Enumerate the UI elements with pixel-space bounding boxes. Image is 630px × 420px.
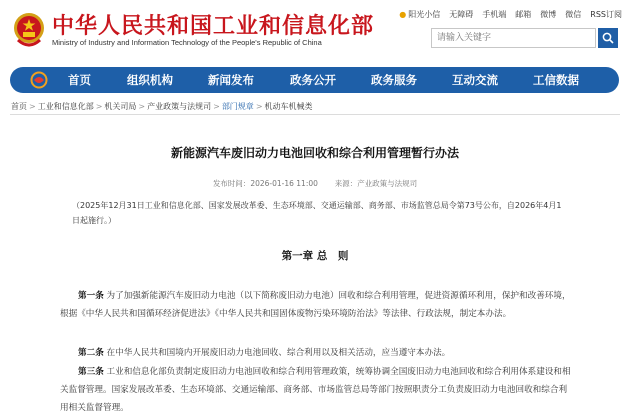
article-paragraph-2 — [60, 344, 575, 362]
search-icon — [602, 32, 614, 44]
article-meta — [0, 178, 630, 189]
toplink-mobile[interactable]: 手机端 — [482, 10, 507, 19]
sun-icon: ● — [399, 10, 407, 19]
search-box — [431, 28, 618, 48]
toplink-weibo[interactable]: 微博 — [540, 10, 557, 19]
breadcrumb-separator: > — [29, 102, 36, 111]
ministry-logo-icon — [29, 71, 49, 89]
nav-news[interactable]: 新闻发布 — [208, 73, 254, 87]
article-text: 为了加强新能源汽车废旧动力电池（以下简称废旧动力电池）回收和综合利用管理，促进资源循环利用，保护和改善环境，根据《中华人民共和国循环经济促进法》《中华人民共和国固体废物污染环境防治法》等法律、行政法规，制定本办法。 — [60, 291, 571, 319]
breadcrumb-policy-dept[interactable]: 产业政策与法规司 — [147, 102, 212, 111]
article-label: 第一条 — [78, 291, 104, 301]
national-emblem-icon — [12, 10, 46, 50]
breadcrumb-vehicle-category[interactable]: 机动车机械类 — [264, 102, 313, 111]
nav-home[interactable]: 首页 — [68, 73, 91, 87]
nav-interaction[interactable]: 互动交流 — [452, 73, 498, 87]
nav-government-services[interactable]: 政务服务 — [371, 73, 417, 87]
top-links — [399, 9, 622, 20]
breadcrumb-ministry[interactable]: 工业和信息化部 — [37, 102, 94, 111]
toplink-accessibility[interactable]: 无障碍 — [449, 10, 474, 19]
article-text: 工业和信息化部负责制定废旧动力电池回收和综合利用管理政策，统筹协调全国废旧动力电池回收和综合利用体系建设和相关监督管理。国家发展改革委、生态环境部、交通运输部、商务部、市场监管总局等部门按照职责分工负责废旧动力电池回收和综合利用相关监督管理。 — [60, 367, 571, 413]
publish-time: 2026-01-16 11:00 — [250, 179, 318, 188]
main-nav — [10, 67, 619, 93]
article-title: 新能源汽车废旧动力电池回收和综合利用管理暂行办法 — [170, 146, 459, 160]
publish-label: 发布时间： — [212, 179, 251, 188]
breadcrumb-separator: > — [95, 102, 103, 111]
breadcrumb — [11, 101, 313, 112]
breadcrumb-home[interactable]: 首页 — [11, 102, 27, 111]
article-label: 第三条 — [78, 367, 104, 377]
article-label: 第二条 — [78, 348, 104, 358]
nav-data[interactable]: 工信数据 — [533, 73, 579, 87]
breadcrumb-separator: > — [255, 102, 263, 111]
toplink-rss[interactable]: RSS订阅 — [590, 10, 622, 19]
site-title-english: Ministry of Industry and Information Technology of the People's Republic of China — [52, 38, 322, 47]
nav-government-affairs[interactable]: 政务公开 — [290, 73, 336, 87]
search-button[interactable] — [598, 28, 618, 48]
site-title[interactable]: 中华人民共和国工业和信息化部 — [52, 14, 375, 39]
source-value: 产业政策与法规司 — [357, 179, 418, 188]
breadcrumb-separator: > — [138, 102, 146, 111]
chapter-heading: 第一章 总 则 — [281, 250, 349, 262]
promulgation-note: （2025年12月31日工业和信息化部、国家发展改革委、生态环境部、交通运输部、商务部、市场监管总局令第73号公布，自2026年4月1日起施行。） — [72, 201, 562, 225]
toplink-email[interactable]: 邮箱 — [515, 10, 532, 19]
breadcrumb-separator: > — [213, 102, 220, 111]
search-input[interactable] — [431, 28, 596, 48]
breadcrumb-divider — [10, 114, 620, 115]
article-text: 在中华人民共和国境内开展废旧动力电池回收、综合利用以及相关活动，应当遵守本办法。 — [103, 348, 451, 358]
breadcrumb-departments[interactable]: 机关司局 — [104, 102, 137, 111]
toplink-sunshine[interactable] — [399, 9, 440, 20]
nav-organization[interactable]: 组织机构 — [127, 73, 173, 87]
article-paragraph-3 — [60, 363, 575, 417]
toplink-label: 阳光小信 — [408, 10, 441, 19]
article-paragraph-1 — [60, 287, 575, 323]
breadcrumb-regulations[interactable]: 部门规章 — [221, 102, 254, 111]
source-label: 来源： — [334, 179, 358, 188]
toplink-wechat[interactable]: 微信 — [565, 10, 582, 19]
site-header — [0, 0, 630, 64]
